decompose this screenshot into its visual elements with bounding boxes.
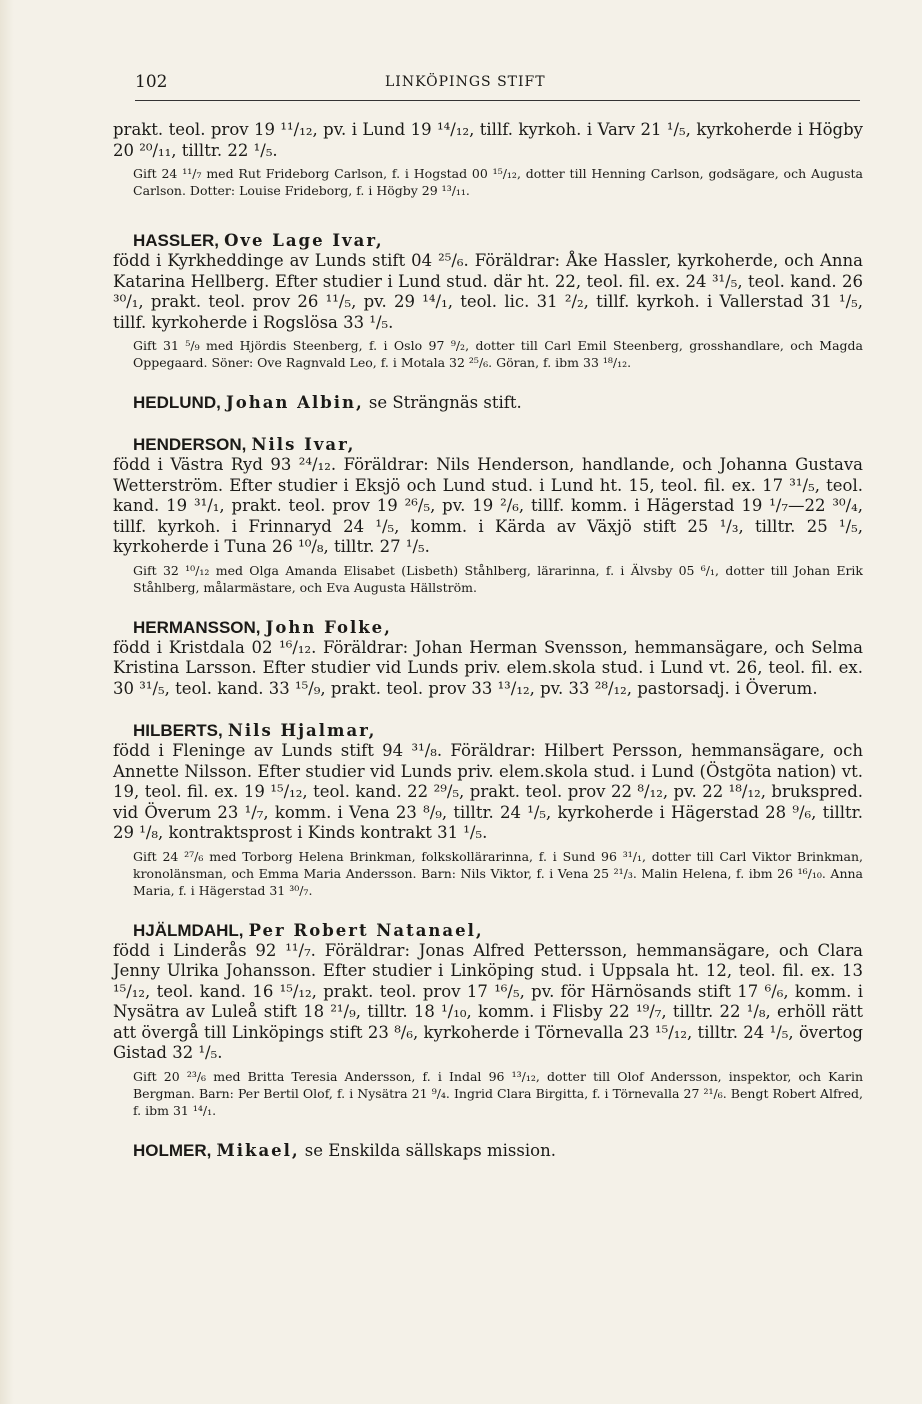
entry-cross-reference: se Enskilda sällskaps mission. <box>304 1140 556 1160</box>
page-content <box>113 120 863 1161</box>
entry-surname: HEDLUND, <box>133 393 221 412</box>
entry-heading <box>113 721 863 741</box>
entry-heading <box>113 393 863 413</box>
entry-text: född i Kristdala 02 ¹⁶/₁₂. Föräldrar: Johan Herman Svensson, hemmansägare, och Selma Kristina Larsson. Efter studier vid Lunds priv. elem.skola stud. i Lund vt. 26, teol. fil. ex. 30 ³¹/₅, teol. kand. 33 ¹⁵/₉, prakt. teol. prov 33 ¹³/₁₂, pv. 33 ²⁸/₁₂, pastorsadj. i Överum. <box>113 637 863 698</box>
entry-given-names: Per Robert Natanael, <box>248 920 484 940</box>
entry-given-names: Nils Ivar, <box>251 435 356 454</box>
entry-heading <box>113 1141 863 1161</box>
entry-surname: HILBERTS, <box>133 721 223 740</box>
entry-text: prakt. teol. prov 19 ¹¹/₁₂, pv. i Lund 19 ¹⁴/₁₂, tillf. kyrkoh. i Varv 21 ¹/₅, kyrkoherde i Högby 20 ²⁰/₁₁, tilltr. 22 ¹/₅. <box>113 120 863 160</box>
entry-family-note: Gift 32 ¹⁰/₁₂ med Olga Amanda Elisabet (Lisbeth) Ståhlberg, lärarinna, f. i Älvsby 05 ⁶/₁, dotter till Johan Erik Ståhlberg, målarmästare, och Eva Augusta Hällström. <box>133 562 863 595</box>
entry-given-names: Ove Lage Ivar, <box>224 231 384 250</box>
page-edge <box>0 0 14 1404</box>
entry-cross-reference: se Strängnäs stift. <box>368 393 522 412</box>
page-header <box>135 72 860 101</box>
entry-surname: HOLMER, <box>133 1140 212 1160</box>
entry-text: född i Linderås 92 ¹¹/₇. Föräldrar: Jonas Alfred Pettersson, hemmansägare, och Clara Jenny Ulrika Johansson. Efter studier i Linköping stud. i Uppsala ht. 12, teol. fil. ex. 13 ¹⁵/₁₂, teol. kand. 16 ¹⁵/₁₂, prakt. teol. prov 17 ¹⁶/₅, pv. för Härnösands stift 17 ⁶/₆, komm. i Nysätra av Luleå stift 18 ²¹/₉, tilltr. 18 ¹/₁₀, komm. i Flisby 22 ¹⁹/₇, tilltr. 22 ¹/₈, erhöll rätt att övergå till Linköpings stift 23 ⁸/₆, kyrkoherde i Törnevalla 23 ¹⁵/₁₂, tilltr. 24 ¹/₅, övertog Gistad 32 ¹/₅. <box>113 940 863 1062</box>
entry-given-names: Nils Hjalmar, <box>227 721 377 740</box>
entry-surname: HJÄLMDAHL, <box>133 920 244 940</box>
entry-given-names: John Folke, <box>265 617 392 637</box>
entry-text: född i Fleninge av Lunds stift 94 ³¹/₈. Föräldrar: Hilbert Persson, hemmansägare, och Annette Nilsson. Efter studier vid Lunds priv. elem.skola stud. i Lund (Östgöta nation) vt. 19, teol. fil. ex. 19 ¹⁵/₁₂, teol. kand. 22 ²⁹/₅, prakt. teol. prov 22 ⁸/₁₂, pv. 22 ¹⁸/₁₂, brukspred. vid Överum 23 ¹/₇, komm. i Vena 23 ⁸/₉, tilltr. 24 ¹/₅, kyrkoherde i Hägerstad 28 ⁹/₆, tilltr. 29 ¹/₈, kontraktsprost i Kinds kontrakt 31 ¹/₅. <box>113 741 863 842</box>
entry-hilberts <box>113 721 863 899</box>
entry-heading <box>113 435 863 455</box>
entry-text: född i Västra Ryd 93 ²⁴/₁₂. Föräldrar: Nils Henderson, handlande, och Johanna Gustava Wetterström. Efter studier i Eksjö och Lund stud. i Lund ht. 15, teol. fil. ex. 17 ³¹/₅, teol. kand. 19 ³¹/₁, prakt. teol. prov 19 ²⁶/₅, pv. 19 ²/₆, tillf. komm. i Hägerstad 19 ¹/₇—22 ³⁰/₄, tillf. kyrkoh. i Frinnaryd 24 ¹/₅, komm. i Kärda av Växjö stift 25 ¹/₃, tilltr. 25 ¹/₅, kyrkoherde i Tuna 26 ¹⁰/₈, tilltr. 27 ¹/₅. <box>113 455 863 556</box>
entry-family-note: Gift 20 ²³/₆ med Britta Teresia Andersson, f. i Indal 96 ¹³/₁₂, dotter till Olof Andersson, inspektor, och Karin Bergman. Barn: Per Bertil Olof, f. i Nysätra 21 ⁹/₄. Ingrid Clara Birgitta, f. i Törnevalla 27 ²¹/₆. Bengt Robert Alfred, f. ibm 31 ¹⁴/₁. <box>133 1068 863 1118</box>
entry-text: född i Kyrkheddinge av Lunds stift 04 ²⁵/₆. Föräldrar: Åke Hassler, kyrkoherde, och Anna Katarina Hellberg. Efter studier i Lund stud. där ht. 22, teol. fil. ex. 24 ³¹/₅, teol. kand. 26 ³⁰/₁, prakt. teol. prov 26 ¹¹/₅, pv. 29 ¹⁴/₁, teol. lic. 31 ²/₂, tillf. kyrkoh. i Vallerstad 31 ¹/₅, tillf. kyrkoherde i Rogslösa 33 ¹/₅. <box>113 251 863 332</box>
entry-heading <box>113 921 863 941</box>
entry-hassler <box>113 231 863 371</box>
entry-heading <box>113 231 863 251</box>
continuation-entry <box>113 120 863 199</box>
entry-given-names: Mikael, <box>216 1140 300 1160</box>
entry-hedlund <box>113 393 863 413</box>
entry-given-names: Johan Albin, <box>225 393 364 412</box>
entry-holmer <box>113 1141 863 1161</box>
entry-hermansson <box>113 618 863 700</box>
entry-henderson <box>113 435 863 596</box>
entry-family-note: Gift 24 ²⁷/₆ med Torborg Helena Brinkman, folkskollärarinna, f. i Sund 96 ³¹/₁, dotter till Carl Viktor Brinkman, kronolänsman, och Emma Maria Andersson. Barn: Nils Viktor, f. i Vena 25 ²¹/₃. Malin Helena, f. ibm 26 ¹⁶/₁₀. Anna Maria, f. i Hägerstad 31 ³⁰/₇. <box>133 848 863 898</box>
entry-heading <box>113 618 863 638</box>
entry-family-note: Gift 24 ¹¹/₇ med Rut Frideborg Carlson, f. i Hogstad 00 ¹⁵/₁₂, dotter till Henning Carlson, godsägare, och Augusta Carlson. Dotter: Louise Frideborg, f. i Högby 29 ¹³/₁₁. <box>133 166 863 198</box>
page-number: 102 <box>135 72 168 92</box>
entry-family-note: Gift 31 ⁵/₉ med Hjördis Steenberg, f. i Oslo 97 ⁹/₂, dotter till Carl Emil Steenberg, grosshandlare, och Magda Oppegaard. Söner: Ove Ragnvald Leo, f. i Motala 32 ²⁵/₆. Göran, f. ibm 33 ¹⁸/₁₂. <box>133 338 863 370</box>
running-title: LINKÖPINGS STIFT <box>385 74 546 90</box>
entry-surname: HASSLER, <box>133 231 219 250</box>
entry-surname: HERMANSSON, <box>133 617 261 637</box>
entry-hjalmdahl <box>113 921 863 1119</box>
entry-surname: HENDERSON, <box>133 435 247 454</box>
